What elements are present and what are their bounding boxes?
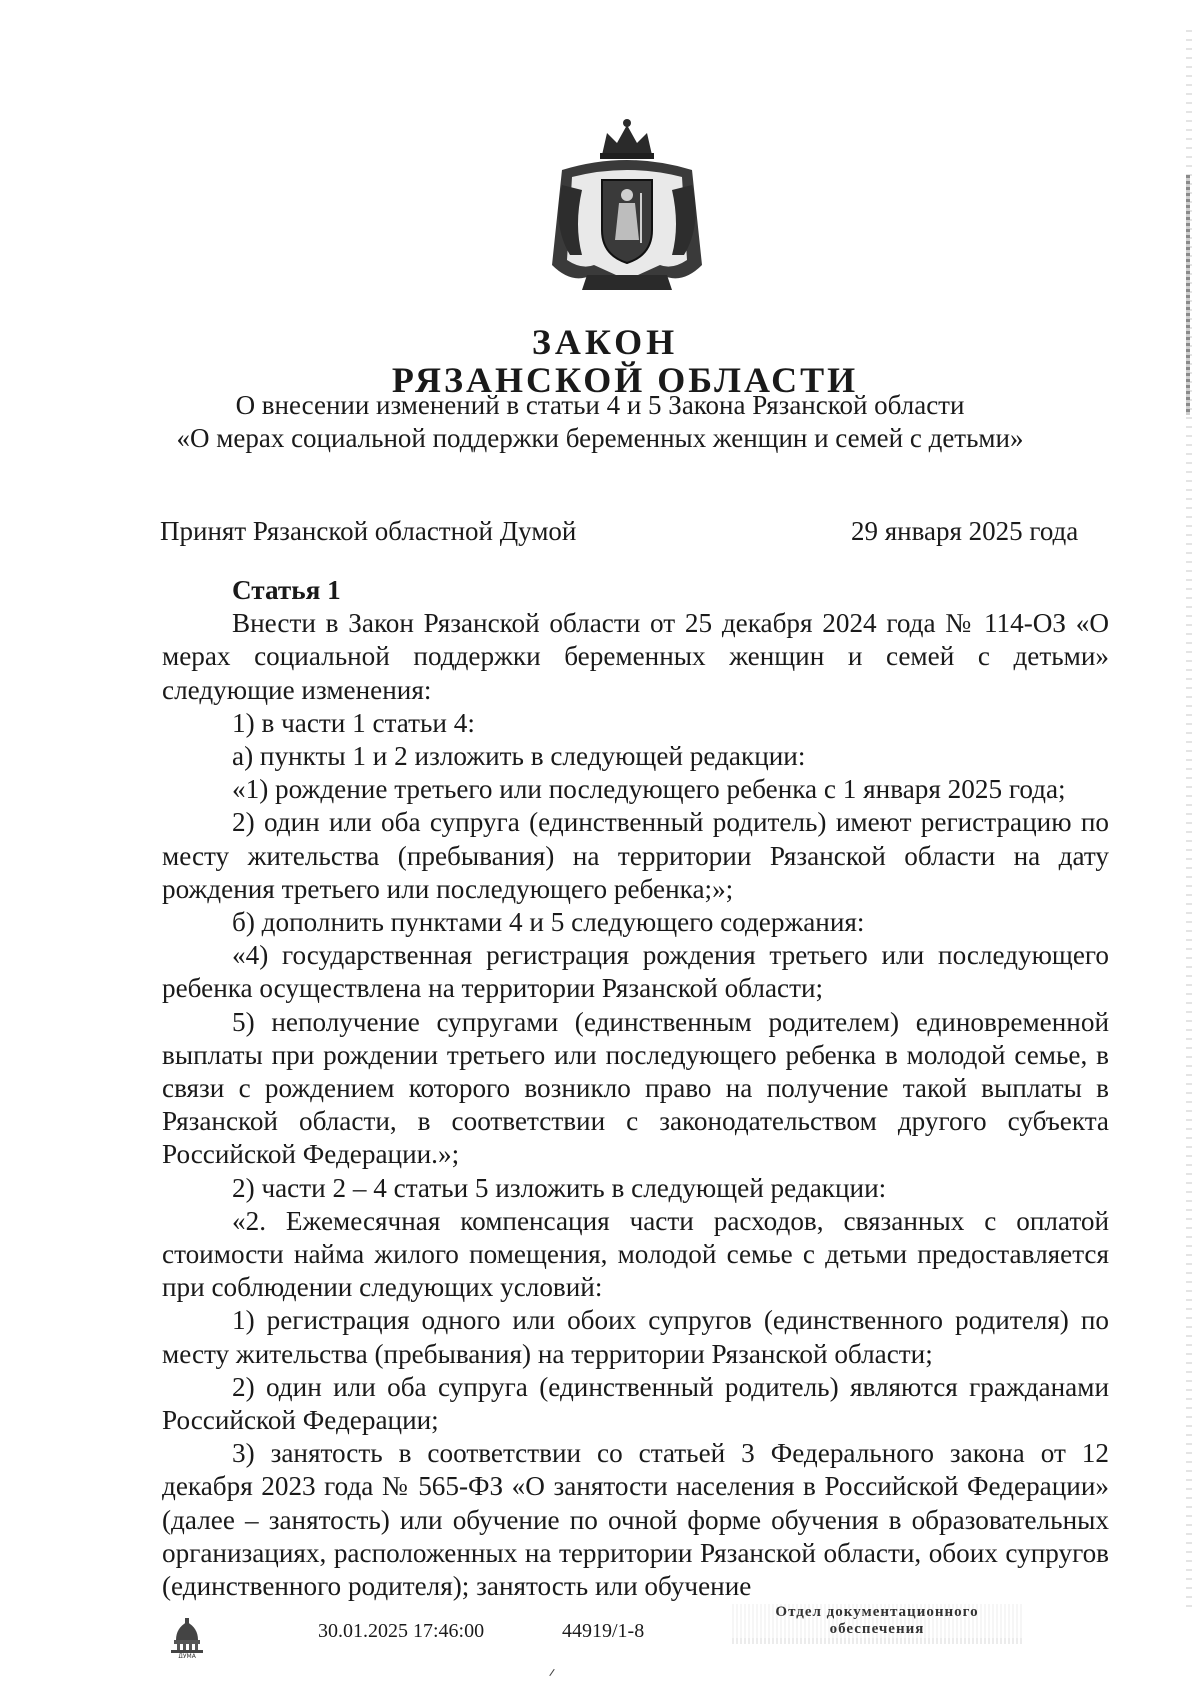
adopted-by: Принят Рязанской областной Думой: [160, 516, 577, 546]
adoption-date: 29 января 2025 года: [851, 516, 1079, 546]
article-paragraph: Внести в Закон Рязанской области от 25 декабря 2024 года № 114-ОЗ «О мерах социальной поддержки беременных женщин и семей с детьми» следующие изменения:: [162, 608, 1109, 705]
article-paragraph: 5) неполучение супругами (единственным родителем) единовременной выплаты при рождении третьего или последующего ребенка в молодой семье, в связи с рождением которого возникло право на получение такой выплаты в Рязанской области, в соответствии с законодательством другого субъекта Российской Федерации.»;: [162, 1006, 1109, 1170]
footer-timestamp: 30.01.2025 17:46:00: [318, 1620, 485, 1642]
document-region: РЯЗАНСКОЙ ОБЛАСТИ: [391, 360, 859, 400]
stamp-line1: Отдел документационного: [732, 1604, 1022, 1621]
article-paragraph: 3) занятость в соответствии со статьей 3 Федерального закона от 12 декабря 2023 года № 565-ФЗ «О занятости населения в Российской Федерации» (далее – занятость) или обучение по очной форме обучения в образовательных организациях, расположенных на территории Рязанской области, обоих супругов (единственного родителя); занятость или обучение: [162, 1438, 1109, 1602]
document-subtitle-line2: «О мерах социальной поддержки беременных женщин и семей с детьми»: [176, 423, 1024, 453]
coat-of-arms-icon: [542, 115, 712, 300]
footer-doc-number: 44919/1-8: [562, 1620, 645, 1642]
scan-mark: [549, 1669, 554, 1676]
article-paragraph: 2) части 2 – 4 статьи 5 изложить в следующей редакции:: [232, 1172, 887, 1203]
document-subtitle-line1: О внесении изменений в статьи 4 и 5 Закона Рязанской области: [235, 390, 965, 420]
duma-logo-text: ДУМА: [178, 1653, 196, 1658]
article-paragraph: 1) регистрация одного или обоих супругов (единственного родителя) по месту жительства (пребывания) на территории Рязанской области;: [162, 1305, 1109, 1369]
article-paragraph: 1) в части 1 статьи 4:: [232, 707, 475, 738]
article-body: [162, 574, 1109, 1603]
article-paragraph: б) дополнить пунктами 4 и 5 следующего содержания:: [232, 907, 865, 938]
article-paragraph: «4) государственная регистрация рождения третьего или последующего ребенка осуществлена на территории Рязанской области;: [162, 940, 1109, 1004]
department-stamp: [732, 1604, 1022, 1644]
document-title: ЗАКОН: [531, 322, 679, 362]
article-paragraph: «2. Ежемесячная компенсация части расходов, связанных с оплатой стоимости найма жилого помещения, молодой семье с детьми предоставляется при соблюдении следующих условий:: [162, 1205, 1109, 1303]
stamp-line2: обеспечения: [732, 1621, 1022, 1638]
article-heading: Статья 1: [232, 575, 341, 605]
article-paragraph: 2) один или оба супруга (единственный родитель) имеют регистрацию по месту жительства (пребывания) на территории Рязанской области на дату рождения третьего или последующего ребенка;»;: [162, 807, 1109, 904]
article-paragraph: «1) рождение третьего или последующего ребенка с 1 января 2025 года;: [232, 774, 1066, 805]
article-paragraph: 2) один или оба супруга (единственный родитель) являются гражданами Российской Федерации;: [162, 1371, 1109, 1436]
duma-logo-icon: [168, 1618, 206, 1658]
article-paragraph: а) пункты 1 и 2 изложить в следующей редакции:: [232, 741, 806, 772]
